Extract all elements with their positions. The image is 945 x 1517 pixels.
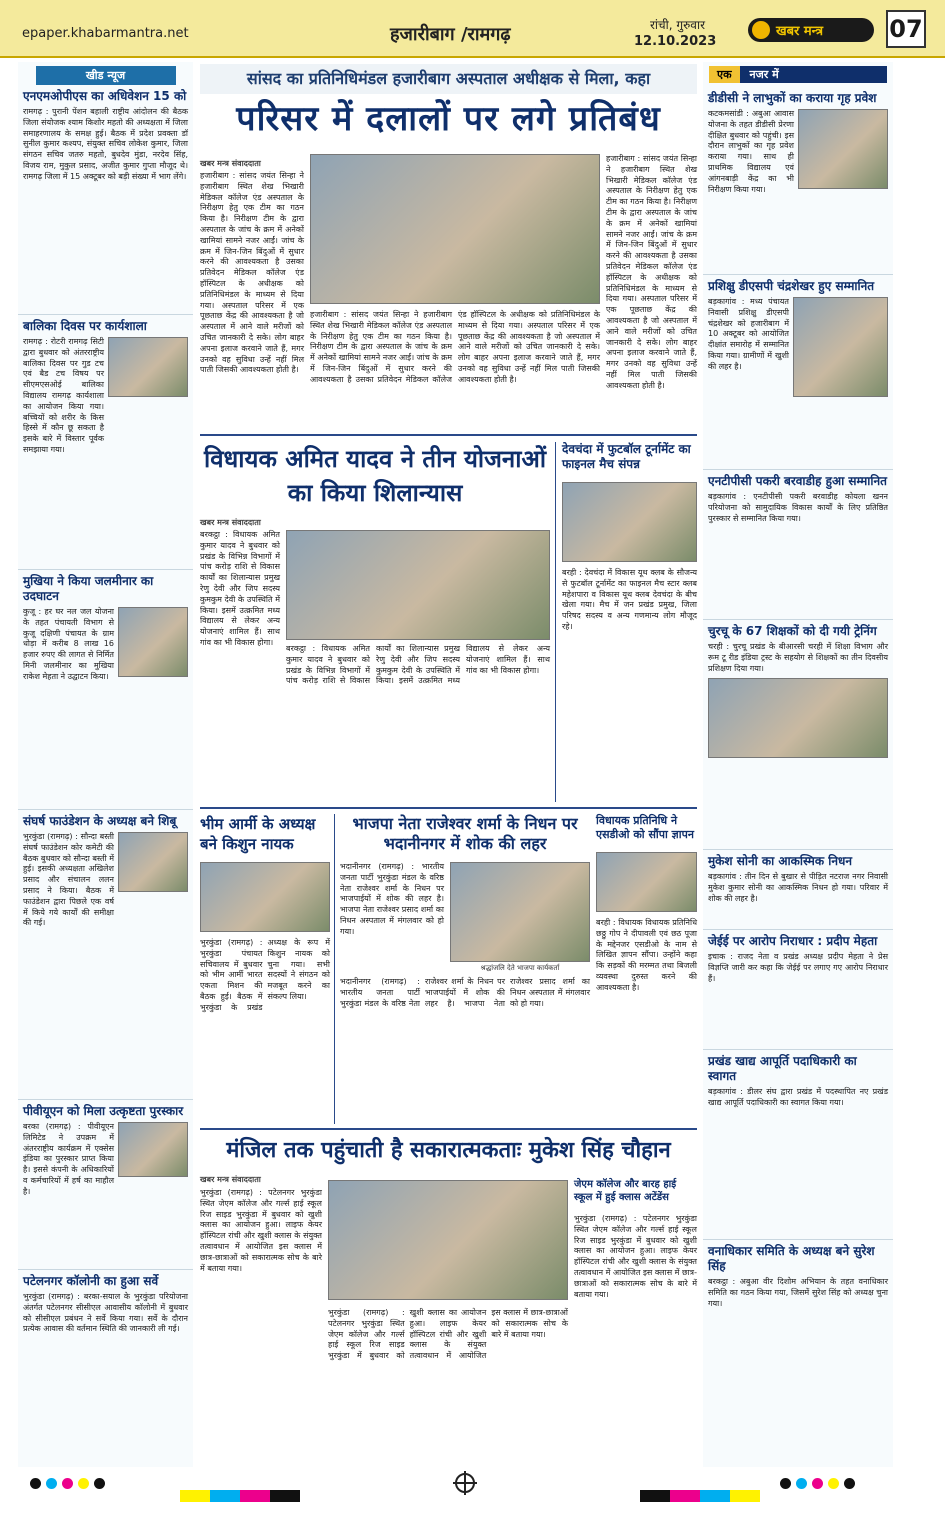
story-photo [793,297,888,397]
story-photo [108,337,188,397]
lead-byline: खबर मन्त्र संवाददाता [200,159,261,168]
story2-body-continued: बरकट्ठा : विधायक अमित कुमार यादव ने बुधवार को प्रखंड के विभिन्न विभागों में पांच करोड़ राशि से विकास कार्यों का शिलान्यास प्रमुख रेणु देवी और जिप सदस्य कुमकुम देवी के उपस्थिति में किया। इसमें उत्क्रमित मध्य विद्यालय से लेकर अन्य योजनाएं शामिल हैं। साथ गांव का भी विकास होगा। [286,644,550,686]
story7-side-body: भुरकुंडा (रामगढ़) : पटेलनगर भुरकुंडा स्थित जेएम कॉलेज और गर्ल्स हाई स्कूल रिज साइड भुरकुंडा में बुधवार को खुशी क्लास का आयोजन हुआ। लाइफ केयर हॉस्पिटल रांची और खुशी क्लास के संयुक्त तत्वावधान में आयोजित इस क्लास में छात्र-छात्राओं को सकारात्मक सोच के बारे में बताया गया। [574,1214,697,1299]
story7-photo [328,1180,568,1300]
story-headline: चुरचू के 67 शिक्षकों को दी गयी ट्रेनिंग [708,624,877,638]
story-body: कटकमसांडी : अबुआ आवास योजना के तहत डीडीसी प्रेरणा दीक्षित बुधवार को पहुंची। इस दौरान लाभुकों का गृह प्रवेश कराया गया। साथ ही प्राथमिक विद्यालय एवं आंगनबाड़ी केंद्र का भी निरीक्षण किया गया। [708,109,794,194]
right-story [703,930,893,1050]
story-body: इचाक : राजद नेता व प्रखंड अध्यक्ष प्रदीप मेहता ने प्रेस विज्ञप्ति जारी कर कहा कि जेईई पर लगाए गए आरोप निराधार हैं। [708,952,888,983]
story6-body: बरही : विधायक विधायक प्रतिनिधि छठ्ठु गोप ने दीपावली एवं छठ पूजा के मद्देनजर एसडीओ के नाम से लिखित ज्ञापन सौंपा। उन्होंने कहा कि सड़कों की मरम्मत तथा बिजली व्यवस्था दुरुस्त करने की आवश्यकता है। [596,918,697,992]
right-story [703,1050,893,1240]
story3-body: बरही : देवचंदा में विकास यूथ क्लब के सौजन्य से फुटबॉल टूर्नामेंट का फाइनल मैच स्टार क्लब महेशपारा व विकास यूथ क्लब देवचंदा के बीच खेला गया। मैच में जन प्रखंड प्रमुख, जिला परिषद सदस्य व अन्य गणमान्य लोग मौजूद रहे। [562,568,697,631]
story-body: बड़कागांव : मध्य पंचायत निवासी प्रशिक्षु डीएसपी चंद्रशेखर को हजारीबाग में 10 अक्टूबर को आयोजित दीक्षांत समारोह में सम्मानित किया गया। ग्रामीणों में खुशी की लहर है। [708,297,789,371]
right-story [703,275,893,470]
story-headline: एनटीपीसी पकरी बरवाडीह हुआ सम्मानित [708,474,888,488]
left-story [18,570,193,810]
story-headline: पीवीयूएन को मिला उत्कृष्टता पुरस्कार [23,1104,184,1118]
column-rule [334,814,335,1124]
story5-headline: भाजपा नेता राजेश्वर शर्मा के निधन पर भदानीनगर में शोक की लहर [352,814,578,853]
story-headline: वनाधिकार समिति के अध्यक्ष बने सुरेश सिंह [708,1244,875,1273]
left-story [18,1100,193,1270]
registration-marks-right [780,1478,855,1489]
registration-crosshair-icon [455,1473,475,1493]
story2-headline: विधायक अमित यादव ने तीन योजनाओं का किया शिलान्यास [203,445,547,507]
lead-story [200,154,697,429]
center-column [200,62,697,1467]
story5-body-continued: भदानीनगर (रामगढ़) : भारतीय जनता पार्टी भुरकुंडा मंडल के वरिष्ठ नेता राजेश्वर शर्मा के निधन पर भाजपाईयों में शोक की लहर है। भाजपा नेता राजेश्वर प्रसाद शर्मा का निधन अस्पताल में मंगलवार को हो गया। [340,977,590,1008]
story-headline: पटेलनगर कॉलोनी का हुआ सर्वे [23,1274,159,1288]
story7-body: भुरकुंडा (रामगढ़) : पटेलनगर भुरकुंडा स्थित जेएम कॉलेज और गर्ल्स हाई स्कूल रिज साइड भुरकुंडा में बुधवार को खुशी क्लास का आयोजन हुआ। लाइफ केयर हॉस्पिटल रांची और खुशी क्लास के संयुक्त तत्वावधान में आयोजित इस क्लास में छात्र-छात्राओं को सकारात्मक सोच के बारे में बताया गया। [200,1188,322,1273]
color-bar-right [640,1490,760,1502]
right-column [703,62,893,1467]
story2 [200,517,550,802]
rule [200,1128,697,1130]
story2-byline: खबर मन्त्र संवाददाता [200,518,261,527]
story5-caption: श्रद्धांजलि देते भाजपा कार्यकर्ता [480,964,560,972]
page-number: 07 [886,10,926,48]
logo-icon [752,21,770,39]
left-story [18,85,193,315]
lead-kicker: सांसद का प्रतिनिधिमंडल हजारीबाग अस्पताल अधीक्षक से मिला, कहा [200,64,697,94]
story-body: रामगढ़ : रोटरी रामगढ़ सिटी द्वारा बुधवार को अंतरराष्ट्रीय बालिका दिवस पर गुड टच एवं बैड टच विषय पर सीएमएसओई बालिका विद्यालय रामगढ़ कार्यशाला का आयोजन किया गया। बच्चियों को शरीर के किस हिस्से में कौन छू सकता है इसके बारे में विस्तार पूर्वक समझाया गया। [23,337,104,454]
story-body: रामगढ़ : पुरानी पेंशन बहाली राष्ट्रीय आंदोलन की बैठक जिला संयोजक श्याम किशोर महतो की अध्यक्षता में जिला समाहरणालय के समक्ष हुई। बैठक में प्रदेश प्रवक्ता डॉ सुनील कुमार कश्यप, संयुक्त सचिव लोकेश कुमार, जिला संगठन सचिव जतरु महतो, बुधदेव मुंडा, नरदेव सिंह, विजय राम, मुकुल प्रसाद, अजीत कुमार गुप्ता मौजूद थे। रामगढ़ जिला में 15 अक्टूबर को बड़ी संख्या में भाग लेंगे। [23,107,188,181]
left-story [18,315,193,570]
story6-photo [596,852,697,912]
story-body: बड़कागांव : एनटीपीसी पकरी बरवाडीह कोयला खनन परियोजना को सामुदायिक विकास कार्यों के लिए प्रतिष्ठित पुरस्कार से सम्मानित किया गया। [708,492,888,523]
story-photo [118,832,188,892]
story-body: भुरकुंडा (रामगढ़) : सौन्दा बस्ती संघर्ष फाउंडेशन कोर कमेटी की बैठक बुधवार को सौन्दा बस्ती में हुई। इसकी अध्यक्षता अखिलेश प्रसाद और संचालन ललन प्रसाद ने किया। बैठक में फाउंडेशन द्वारा पिछले एक वर्ष में किये गये कार्यों की समीक्षा की गई। [23,832,114,928]
right-tag [709,66,887,83]
lead-photo [310,154,600,304]
masthead [0,0,945,58]
right-story [703,470,893,620]
tag-nazar: नजर में [740,66,887,83]
story2-photo [286,530,550,640]
story2-body: बरकट्ठा : विधायक अमित कुमार यादव ने बुधवार को प्रखंड के विभिन्न विभागों में पांच करोड़ राशि से विकास कार्यों का शिलान्यास प्रमुख रेणु देवी और जिप सदस्य कुमकुम देवी के उपस्थिति में किया। इसमें उत्क्रमित मध्य विद्यालय से लेकर अन्य योजनाएं शामिल हैं। साथ गांव का भी विकास होगा। [200,530,280,647]
tag-ek: एक [709,66,740,83]
story-body: बरका (रामगढ़) : पीवीयूएन लिमिटेड ने उपक्रम में अंतरराष्ट्रीय कार्यक्रम में एक्सेस इंडिया का पुरस्कार प्राप्त किया है। इससे कंपनी के अधिकारियों व कर्मचारियों में हर्ष का माहौल है। [23,1122,114,1196]
story-body: बड़कागांव : तीन दिन से बुखार से पीड़ित नटराज नगर निवासी मुकेश कुमार सोनी का आकस्मिक निधन हो गया। परिवार में शोक की लहर है। [708,872,888,903]
rule [200,807,697,809]
story-photo [118,607,188,677]
right-story [703,620,893,850]
story7-byline: खबर मन्त्र संवाददाता [200,1175,261,1184]
story-body: बरकट्ठा : अबुआ वीर दिशोम अभियान के तहत वनाधिकार समिति का गठन किया गया, जिसमें सुरेश सिंह को अध्यक्ष चुना गया। [708,1277,888,1308]
story-headline: डीडीसी ने लाभुकों का कराया गृह प्रवेश [708,91,877,105]
lead-body-continued: हजारीबाग : सांसद जयंत सिन्हा ने हजारीबाग स्थित शेख भिखारी मेडिकल कॉलेज एंड अस्पताल के निरीक्षण हेतु एक टीम का गठन किया है। निरीक्षण टीम के द्वारा अस्पताल के जांच के क्रम में अनेकों खामियां सामने नजर आईं। जांच के क्रम में जिन-जिन बिंदुओं में सुधार करने की आवश्यकता है उसका प्रतिवेदन मेडिकल कॉलेज एंड हॉस्पिटल के अधीक्षक को प्रतिनिधिमंडल के माध्यम से दिया गया। अस्पताल परिसर में एक पूछताछ केंद्र की आवश्यकता है जो अस्पताल में आने वाले मरीजों को उचित जानकारी दे सके। लोग बाहर अपना इलाज करवाने जाते हैं, मगर उनको वह सुविधा उन्हें नहीं मिल पाती जिसकी आवश्यकता होती है। [310,310,600,384]
story-photo [798,109,888,189]
story5-photo [450,862,590,962]
story-headline: बालिका दिवस पर कार्यशाला [23,319,147,333]
story-body: चरही : चुरचू प्रखंड के बीआरसी चरही में शिक्षा विभाग और रूम टू रीड इंडिया ट्रस्ट के सहयोग से शिक्षकों का तीन दिवसीय प्रशिक्षण दिया गया। [708,642,888,673]
story5-body: भदानीनगर (रामगढ़) : भारतीय जनता पार्टी भुरकुंडा मंडल के वरिष्ठ नेता राजेश्वर शर्मा के निधन पर भाजपाईयों में शोक की लहर है। भाजपा नेता राजेश्वर प्रसाद शर्मा का निधन अस्पताल में मंगलवार को हो गया। [340,862,444,936]
story4-headline: भीम आर्मी के अध्यक्ष बने किशुन नायक [200,815,316,853]
rule [200,434,697,436]
left-story [18,810,193,1100]
story-photo [118,1122,188,1177]
issue-date: 12.10.2023 [634,34,717,49]
left-story [18,1270,193,1470]
story7 [200,1174,697,1464]
color-bar-left [180,1490,300,1502]
right-story [703,850,893,930]
story-body: कुजू : हर घर नल जल योजना के तहत पंचायती विभाग से कुजू दक्षिणी पंचायत के ग्राम धोड़ा में करीब 8 लाख 16 हजार रुपए की लागत से निर्मित मिनी जलमीनार का मुखिया राकेश मेहता ने उद्घाटन किया। [23,607,114,681]
story6-headline: विधायक प्रतिनिधि ने एसडीओ को सौंपा ज्ञापन [596,814,694,841]
right-story [703,1240,893,1440]
story4-body: भुरकुंडा (रामगढ़) : भुरकुंडा पंचायत सचिवालय में बुधवार को भीम आर्मी भारत एकता मिशन की बैठक हुई। बैठक में भुरकुंडा के प्रखंड अध्यक्ष के रूप में किशुन नायक को चुना गया। सभी सदस्यों ने संगठन को मजबूत करने का संकल्प लिया। [200,938,330,1012]
story-headline: प्रशिक्षु डीएसपी चंद्रशेखर हुए सम्मानित [708,279,875,293]
registration-marks-left [30,1478,105,1489]
city-day: रांची, गुरुवार [650,18,705,32]
story-headline: संघर्ष फाउंडेशन के अध्यक्ष बने शिबू [23,814,177,828]
story-headline: एनएमओपीएस का अधिवेशन 15 को [23,89,187,103]
column-rule [555,442,556,802]
logo-text: खबर मन्त्र [776,24,824,39]
story7-body-continued: भुरकुंडा (रामगढ़) : पटेलनगर भुरकुंडा स्थित जेएम कॉलेज और गर्ल्स हाई स्कूल रिज साइड भुरकुंडा में बुधवार को खुशी क्लास का आयोजन हुआ। लाइफ केयर हॉस्पिटल रांची और खुशी क्लास के संयुक्त तत्वावधान में आयोजित इस क्लास में छात्र-छात्राओं को सकारात्मक सोच के बारे में बताया गया। [328,1308,568,1361]
story-headline: मुखिया ने किया जलमीनार का उदघाटन [23,574,154,603]
story4-photo [200,862,330,932]
story3-photo [562,482,697,562]
story-headline: प्रखंड खाद्य आपूर्ति पदाधिकारी का स्वागत [708,1054,857,1083]
story7-headline: मंजिल तक पहुंचाती है सकारात्मकताः मुकेश सिंह चौहान [226,1138,671,1163]
left-column [18,62,193,1467]
story-headline: मुकेश सोनी का आकस्मिक निधन [708,854,853,868]
story-body: भुरकुंडा (रामगढ़) : बरका-सयाल के भुरकुंडा परियोजना अंतर्गत पटेलनगर सीसीएल आवासीय कॉलोनी में बुधवार को सीसीएल प्रबंधन ने सर्वे किया गया। सर्वे के दौरान प्रत्येक आवास की वर्तमान स्थिति की जानकारी ली गई। [23,1292,188,1334]
newspaper-logo [748,18,874,42]
story-body: बड़कागांव : डीलर संघ द्वारा प्रखंड में पदस्थापित नए प्रखंड खाद्य आपूर्ति पदाधिकारी का स्वागत किया गया। [708,1087,888,1107]
section-title: हजारीबाग /रामगढ़ [390,24,511,45]
epaper-url[interactable]: epaper.khabarmantra.net [22,26,189,41]
story-headline: जेईई पर आरोप निराधार : प्रदीप मेहता [708,934,878,948]
story3-headline: देवचंदा में फुटबॉल टूर्नामेंट का फाइनल मैच संपन्न [562,442,691,471]
lead-headline: परिसर में दलालों पर लगे प्रतिबंध [236,99,661,139]
left-kicker: खीड न्यूज [36,66,176,85]
right-story [703,87,893,275]
story7-subhead: जेएम कॉलेज और बारह हाई स्कूल में हुई क्लास अटेंडेंस [574,1179,677,1203]
lead-body-side: हजारीबाग : सांसद जयंत सिन्हा ने हजारीबाग स्थित शेख भिखारी मेडिकल कॉलेज एंड अस्पताल के निरीक्षण हेतु एक टीम का गठन किया है। निरीक्षण टीम के द्वारा अस्पताल के जांच के क्रम में अनेकों खामियां सामने नजर आईं। जांच के क्रम में जिन-जिन बिंदुओं में सुधार करने की आवश्यकता है उसका प्रतिवेदन मेडिकल कॉलेज एंड हॉस्पिटल के अधीक्षक को प्रतिनिधिमंडल के माध्यम से दिया गया। अस्पताल परिसर में एक पूछताछ केंद्र की आवश्यकता है जो अस्पताल में आने वाले मरीजों को उचित जानकारी दे सके। लोग बाहर अपना इलाज करवाने जाते हैं, मगर उनको वह सुविधा उन्हें नहीं मिल पाती जिसकी आवश्यकता होती है। [606,154,697,390]
story-photo [708,678,888,758]
lead-body: हजारीबाग : सांसद जयंत सिन्हा ने हजारीबाग स्थित शेख भिखारी मेडिकल कॉलेज एंड अस्पताल के निरीक्षण हेतु एक टीम का गठन किया है। निरीक्षण टीम के द्वारा अस्पताल के जांच के क्रम में अनेकों खामियां सामने नजर आईं। जांच के क्रम में जिन-जिन बिंदुओं में सुधार करने की आवश्यकता है उसका प्रतिवेदन मेडिकल कॉलेज एंड हॉस्पिटल के अधीक्षक को प्रतिनिधिमंडल के माध्यम से दिया गया। अस्पताल परिसर में एक पूछताछ केंद्र की आवश्यकता है जो अस्पताल में आने वाले मरीजों को उचित जानकारी दे सके। लोग बाहर अपना इलाज करवाने जाते हैं, मगर उनको वह सुविधा उन्हें नहीं मिल पाती जिसकी आवश्यकता होती है। [200,171,304,375]
